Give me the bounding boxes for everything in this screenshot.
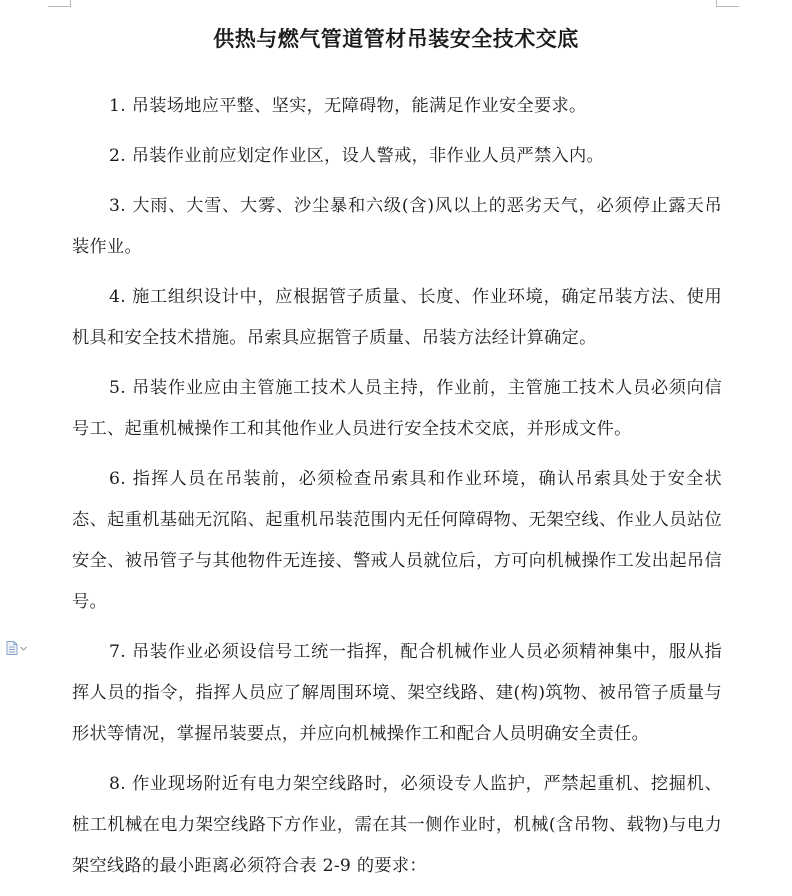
chevron-down-icon	[20, 646, 27, 651]
document-body[interactable]	[72, 86, 722, 896]
paragraph-2[interactable]: 2. 吊装作业前应划定作业区，设人警戒，非作业人员严禁入内。	[109, 146, 604, 166]
document-title: 供热与燃气管道管材吊装安全技术交底	[213, 27, 579, 51]
paragraph-5[interactable]: 5. 吊装作业应由主管施工技术人员主持，作业前，主管施工技术人员必须向信号工、起重机械操作工和其他作业人员进行安全技术交底，并形成文件。	[72, 378, 722, 439]
paragraph-8[interactable]: 8. 作业现场附近有电力架空线路时，必须设专人监护，严禁起重机、挖掘机、桩工机械在电力架空线路下方作业，需在其一侧作业时，机械(含吊物、载物)与电力架空线路的最小距离必须符合表 2-9 的要求：	[72, 774, 722, 876]
paragraph-4[interactable]: 4. 施工组织设计中，应根据管子质量、长度、作业环境，确定吊装方法、使用机具和安全技术措施。吊索具应据管子质量、吊装方法经计算确定。	[72, 287, 722, 348]
crop-mark-top-right	[716, 0, 739, 7]
paragraph-6[interactable]: 6. 指挥人员在吊装前，必须检查吊索具和作业环境，确认吊索具处于安全状态、起重机基础无沉陷、起重机吊装范围内无任何障碍物、无架空线、作业人员站位安全、被吊管子与其他物件无连接、警戒人员就位后，方可向机械操作工发出起吊信号。	[72, 469, 722, 612]
paragraph-7[interactable]: 7. 吊装作业必须设信号工统一指挥，配合机械作业人员必须精神集中，服从指挥人员的指令，指挥人员应了解周围环境、架空线路、建(构)筑物、被吊管子质量与形状等情况，掌握吊装要点，并应向机械操作工和配合人员明确安全责任。	[72, 642, 722, 744]
crop-mark-top-left	[48, 0, 71, 7]
paragraph-3[interactable]: 3. 大雨、大雪、大雾、沙尘暴和六级(含)风以上的恶劣天气，必须停止露天吊装作业。	[72, 196, 722, 257]
document-icon	[6, 641, 18, 655]
paragraph-1[interactable]: 1. 吊装场地应平整、坚实，无障碍物，能满足作业安全要求。	[109, 96, 587, 116]
paragraph-options-button[interactable]	[6, 641, 27, 655]
